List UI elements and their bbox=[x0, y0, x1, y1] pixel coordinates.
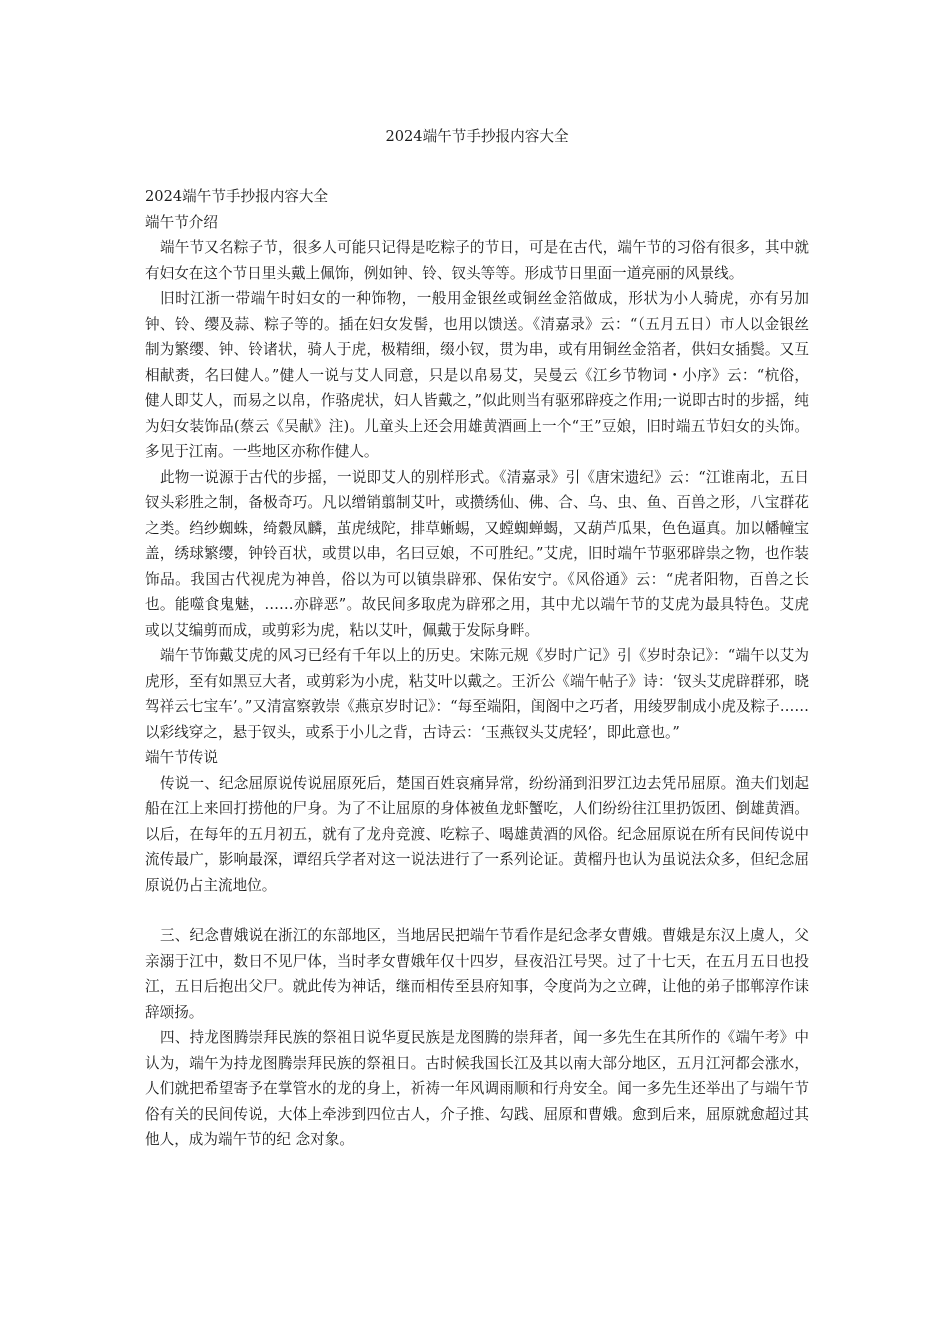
paragraph: 四、持龙图腾崇拜民族的祭祖日说华夏民族是龙图腾的崇拜者，闻一多先生在其所作的《端午考》中认为，端午为持龙图腾崇拜民族的祭祖日。古时候我国长江及其以南大部分地区，五月江河都会涨水，人们就把希望寄予在掌管水的龙的身上，祈祷一年风调雨顺和行舟安全。闻一多先生还举出了与端午节俗有关的民间传说，大体上牵涉到四位古人，介子推、勾践、屈原和曹娥。愈到后来，屈原就愈超过其他人，成为端午节的纪 念对象。 bbox=[145, 1029, 809, 1148]
document-page bbox=[145, 126, 809, 1153]
paragraph: 端午节饰戴艾虎的风习已经有千年以上的历史。宋陈元规《岁时广记》引《岁时杂记》：“端午以艾为虎形，至有如黑豆大者，或剪彩为小虎，粘艾叶以戴之。王沂公《端午帖子》诗：‘钗头艾虎辟群邪，晓驾祥云七宝车’。”又清富察敦崇《燕京岁时记》：“每至端阳，闺阁中之巧者，用绫罗制成小虎及粽子……以彩线穿之，悬于钗头，或系于小儿之背，古诗云：‘玉燕钗头艾虎轻’，即此意也。” bbox=[145, 647, 809, 741]
paragraph: 传说一、纪念屈原说传说屈原死后，楚国百姓哀痛异常，纷纷涌到汨罗江边去凭吊屈原。渔夫们划起船在江上来回打捞他的尸身。为了不让屈原的身体被鱼龙虾蟹吃，人们纷纷往江里扔饭团、倒雄黄酒。以后，在每年的五月初五，就有了龙舟竞渡、吃粽子、喝雄黄酒的风俗。纪念屈原说在所有民间传说中流传最广，影响最深，谭绍兵学者对这一说法进行了一系列论证。黄榴丹也认为虽说法众多，但纪念屈原说仍占主流地位。 bbox=[145, 774, 809, 894]
paragraph: 此物一说源于古代的步摇，一说即艾人的别样形式。《清嘉录》引《唐宋遗纪》云：“江谁南北，五日钗头彩胜之制，备极奇巧。凡以缯销翦制艾叶，或攒绣仙、佛、合、乌、虫、鱼、百兽之形，八宝群花之类。绉纱蜘蛛，绮縠凤麟，茧虎绒陀，排草蜥蜴，又螳蜘蝉蝎，又葫芦瓜果，色色逼真。加以幡幢宝盖，绣球繁缨，钟铃百状，或贯以串，名曰豆娘，不可胜纪。”艾虎，旧时端午节驱邪辟祟之物，也作装饰品。我国古代视虎为神兽，俗以为可以镇祟辟邪、保佑安宁。《风俗通》云：“虎者阳物，百兽之长也。能噬食鬼魅，……亦辟恶”。故民间多取虎为辟邪之用，其中尤以端午节的艾虎为最具特色。艾虎或以艾编剪而成，或剪彩为虎，粘以艾叶，佩戴于发际身畔。 bbox=[145, 468, 809, 639]
document-title: 2024端午节手抄报内容大全 bbox=[385, 128, 569, 145]
paragraph: 三、纪念曹娥说在浙江的东部地区，当地居民把端午节看作是纪念孝女曹娥。曹娥是东汉上虞人，父亲溺于江中，数日不见尸体，当时孝女曹娥年仅十四岁，昼夜沿江号哭。过了十七天，在五月五日也投江，五日后抱出父尸。就此传为神话，继而相传至县府知事，令度尚为之立碑，让他的弟子邯郸淳作诔辞颂扬。 bbox=[145, 927, 809, 1021]
paragraph: 旧时江浙一带端午时妇女的一种饰物，一般用金银丝或铜丝金箔做成，形状为小人骑虎，亦有另加钟、铃、缨及蒜、粽子等的。插在妇女发髻，也用以馈送。《清嘉录》云：“（五月五日）市人以金银丝制为繁缨、钟、铃诸状，骑人于虎，极精细，缀小钗，贯为串，或有用铜丝金箔者，供妇女插鬓。又互相献赉，名曰健人。”健人一说与艾人同意，只是以帛易艾，吴曼云《江乡节物词・小序》云：“杭俗，健人即艾人，而易之以帛，作骆虎状，妇人皆戴之，”似此则当有驱邪辟疫之作用;一说即古时的步摇，纯为妇女装饰品(蔡云《吴献》注)。儿童头上还会用雄黄酒画上一个“王”豆娘，旧时端五节妇女的头饰。多见于江南。一些地区亦称作健人。 bbox=[145, 290, 809, 460]
section-heading-legends: 端午节传说 bbox=[145, 749, 218, 766]
paragraph: 端午节又名粽子节，很多人可能只记得是吃粽子的节日，可是在古代，端午节的习俗有很多，其中就有妇女在这个节日里头戴上佩饰，例如钟、铃、钗头等等。形成节日里面一道亮丽的风景线。 bbox=[145, 239, 809, 282]
document-subtitle: 2024端午节手抄报内容大全 bbox=[145, 188, 329, 205]
section-heading-intro: 端午节介绍 bbox=[145, 213, 218, 231]
blank-line bbox=[145, 898, 809, 923]
